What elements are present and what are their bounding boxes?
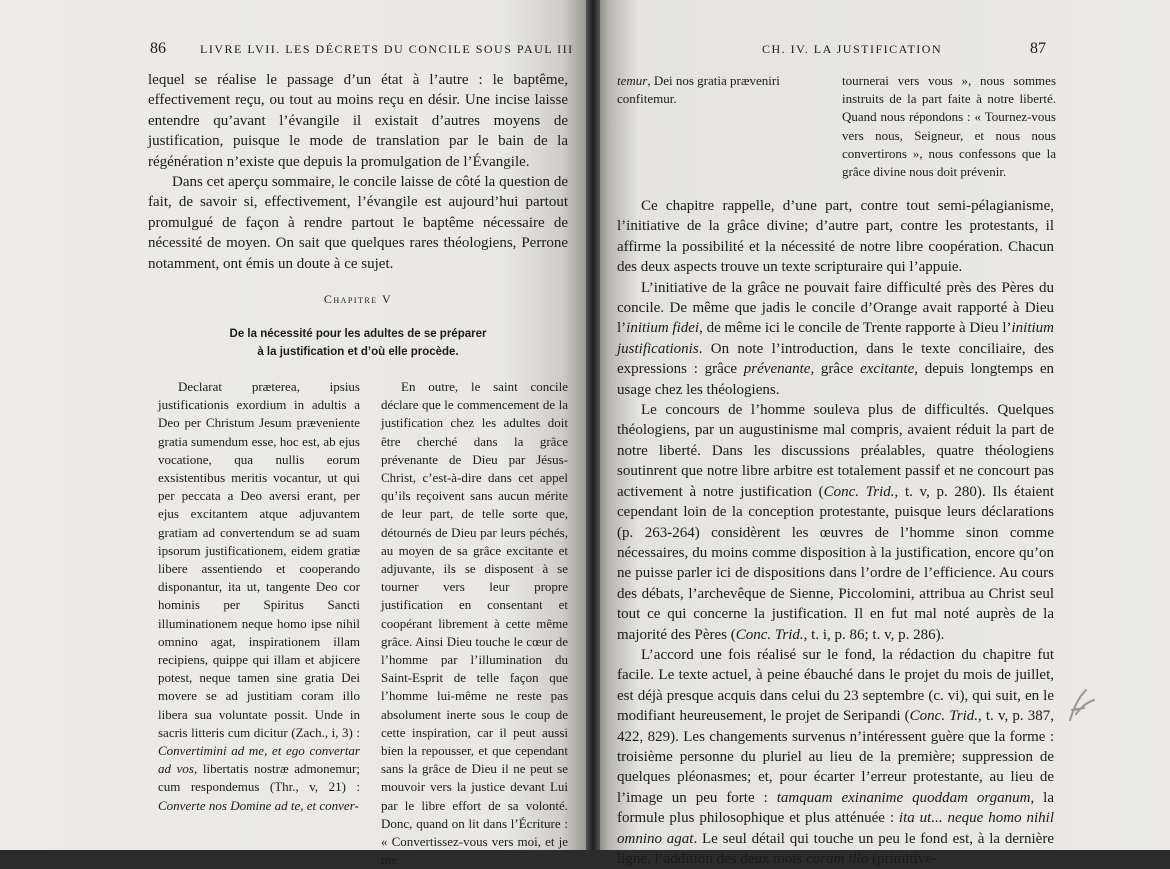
paragraph: Dans cet aperçu sommaire, le concile laisse de côté la question de fait, de savoir si, effectivement, l’évangile est aujourd’hui partout promulgué de façon à rendre partout le baptême nécessaire de nécessité de moyen. On sait que quelques rares théologiens, Perrone notamment, ont émis un doute à ce sujet. xyxy=(148,174,568,272)
latin-quote: Converte nos Domine ad te, et conver- xyxy=(158,797,359,813)
paragraph: L’accord une fois réalisé sur le fond, la rédaction du chapitre fut facile. Le texte actuel, à peine ébauché dans le projet du mois de juillet, est déjà presque acquis dans celui du 23 septembre (c. vi), qui suit, en le modifiant heureusement, le projet de Seripandi (Conc. Trid., t. v, p. 387, 422, 829). Les changements survenus n’intéressent guère que la forme : troisième personne du pluriel au lieu de la première; suppression de quelques pléonasmes; et, pour écarter l’erreur protestante, au lieu de l’image un peu forte : tamquam exinanime quoddam organum, la formule plus philosophique et plus atténuée : ita ut... neque homo nihil omnino agat. Le seul détail qui touche un peu le fond est, à la dernière ligne, l’addition des deux mots coram illo (primitive- xyxy=(617,646,1055,867)
paragraph: Le concours de l’homme souleva plus de difficultés. Quelques théologiens, par un augustinisme mal compris, avaient réduit la part de notre liberté. Dans les discussions préalables, quatre théologiens soutinrent que notre libre arbitre est totalement passif et ne concourt pas activement à notre justification (Conc. Trid., t. v, p. 280). Ils étaient cependant loin de la conception protestante, puisque leurs déclarations (p. 263-264) considèrent les œuvres de l’homme sinon comme nécessaires, du moins comme disposition à la justification, encore qu’on ne puisse parler ici de dispositions dans l’ordre de l’efficience. Au cours des débats, l’archevêque de Sienne, Piccolomini, attribua au Christ seul tout ce qui concerne la justification. Il en fut mal noté auprès de la majorité des Pères (Conc. Trid., t. i, p. 86; t. v, p. 286). xyxy=(617,402,1054,643)
right-main-text xyxy=(617,196,1054,869)
page-number-left: 86 xyxy=(150,40,166,57)
pencil-scribble xyxy=(1064,684,1100,724)
latin-quote: Convertimini ad me, et ego convertar ad vos xyxy=(158,743,360,777)
chapter-subheading-line: De la nécessité pour les adultes de se préparer xyxy=(229,328,487,340)
french-column-continued: tournerai vers vous », nous sommes instruits de la part faite à notre liberté. Quand nous répondons : « Tournez-vous vers nous, Seigneur, et nous nous convertirons », nous confessons que la grâce divine nous doit prévenir. xyxy=(842,73,1056,180)
chapter-subheading-line: à la justification et d’où elle procède. xyxy=(257,346,459,358)
chapter-subheading xyxy=(148,325,568,361)
latin-text-segment: , Dei nos gratia præveniri confitemur. xyxy=(617,73,780,107)
latin-column-continued xyxy=(617,72,827,108)
page-number-right: 87 xyxy=(1030,40,1046,57)
latin-text-segment: , libertatis nostræ admonemur; cum respondemus (Thr., v, 21) : xyxy=(158,761,360,795)
running-head-left: LIVRE LVII. LES DÉCRETS DU CONCILE SOUS PAUL III xyxy=(200,42,574,56)
paragraph: lequel se réalise le passage d’un état à l’autre : le baptême, effectivement reçu, ou tout au moins reçu en désir. Une incise laisse entendre qu’avant l’évangile il existait d’autres moyens de justification, puisque le mode de translation par le bain de la régénération n’existe que depuis la promulgation de l’Évangile. xyxy=(148,72,568,170)
latin-text xyxy=(158,378,360,815)
paragraph: L’initiative de la grâce ne pouvait faire difficulté près des Pères du concile. De même que jadis le concile d’Orange avait rapporté à Dieu l’initium fidei, de même ici le concile de Trente rapporte à Dieu l’initium justificationis. On note l’introduction, dans le texte conciliaire, des expressions : grâce prévenante, grâce excitante, depuis longtemps en usage chez les théologiens. xyxy=(617,279,1054,398)
book-gutter xyxy=(586,0,600,850)
right-page xyxy=(592,0,1170,867)
french-text: En outre, le saint concile déclare que le commencement de la justification chez les adultes doit être cherché dans la grâce prévenante de Dieu par Jésus-Christ, c’est-à-dire dans cet appel qu’ils reçoivent sans aucun mérite de leur part, de telle sorte que, détournés de Dieu par leurs péchés, au moyen de sa grâce excitante et adjuvante, ils se disposent à se tourner vers leur propre justification en consentant et coopérant librement à cette même grâce. Ainsi Dieu touche le cœur de l’homme par l’illumination du Saint-Esprit de telle façon que l’homme lui-même ne reste pas absolument inerte sous le coup de cette inspiration, car il peut aussi bien la repousser, et que cependant sans la grâce de Dieu il ne peut se mouvoir vers la justice devant Lui par le libre effort de sa volonté. Donc, quand on lit dans l’Écriture : « Convertissez-vous vers moi, et je me xyxy=(381,379,568,868)
latin-quote: temur xyxy=(617,73,648,88)
latin-text-segment: Declarat præterea, ipsius justificationis exordium in adultis a Deo per Christum Jesum præveniente gratia sumendum esse, hoc est, ab ejus vocatione, qua nullis eorum exsistentibus meritis vocantur, ut qui per peccata a Deo aversi erant, per ejus excitantem atque adjuvantem gratiam ad convertendum se ad suam ipsorum justificationem, eidem gratiæ libere assentiendo et cooperando disponantur, ita ut, tangente Deo cor hominis per Spiritus Sancti illuminationem neque homo ipse nihil omnino agat, inspirationem illam recipiens, quippe qui illam et abjicere potest, neque tamen sine gratia Dei movere se ad justitiam coram illo libera sua voluntate possit. Unde in sacris litteris cum dicitur (Zach., i, 3) : xyxy=(158,379,360,740)
left-main-text xyxy=(148,70,568,274)
latin-column xyxy=(158,378,360,815)
french-column xyxy=(381,378,568,869)
paragraph: Ce chapitre rappelle, d’une part, contre tout semi-pélagianisme, l’initiative de la grâce divine; d’autre part, contre les protestants, il affirme la possibilité et la nécessité de notre libre coopération. Chacun des deux aspects trouve un texte scripturaire qui l’appuie. xyxy=(617,198,1054,276)
chapter-heading: Chapitre V xyxy=(323,292,393,306)
running-head-right: CH. IV. LA JUSTIFICATION xyxy=(762,42,943,56)
